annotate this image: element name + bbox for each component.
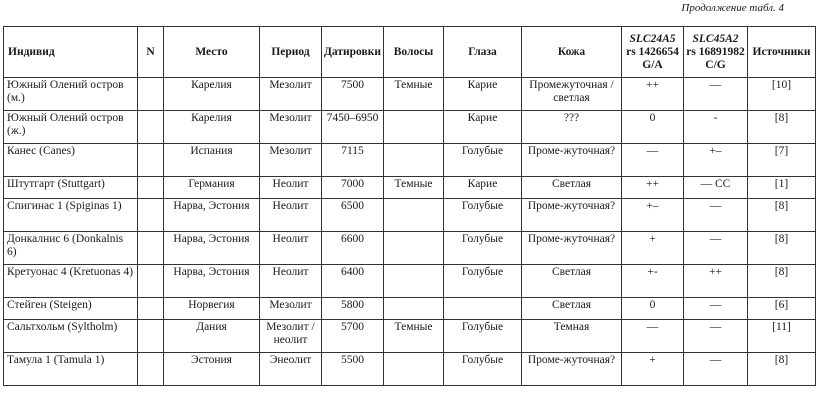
cell-skin: Проме-жуточная?: [522, 144, 622, 177]
cell-slc24a5: ++: [622, 177, 684, 199]
header-slc24a5-gene: SLC24A5: [629, 32, 676, 45]
cell-individual: Стейген (Steigen): [4, 298, 138, 320]
cell-place: Нарва, Эстония: [164, 199, 260, 232]
cell-source: [8]: [748, 111, 816, 144]
header-slc45a2-gene: SLC45A2: [692, 32, 739, 45]
cell-skin: Проме-жуточная?: [522, 353, 622, 386]
table-row: [4, 232, 816, 265]
cell-slc24a5: ––: [622, 320, 684, 353]
cell-n: [138, 232, 164, 265]
cell-dating: 5700: [322, 320, 384, 353]
cell-period: Неолит: [260, 177, 322, 199]
header-eyes: Глаза: [444, 27, 522, 78]
table-row: [4, 320, 816, 353]
cell-hair: [384, 265, 444, 298]
header-n: N: [138, 27, 164, 78]
data-table: [3, 26, 816, 386]
cell-period: Мезолит: [260, 298, 322, 320]
cell-source: [8]: [748, 199, 816, 232]
cell-hair: Темные: [384, 177, 444, 199]
cell-eyes: Голубые: [444, 320, 522, 353]
header-slc24a5-rs: rs 1426654: [626, 45, 679, 58]
header-skin: Кожа: [522, 27, 622, 78]
header-slc24a5: [622, 27, 684, 78]
cell-place: Испания: [164, 144, 260, 177]
cell-individual: Канес (Canes): [4, 144, 138, 177]
cell-period: Мезолит: [260, 144, 322, 177]
cell-eyes: Карие: [444, 111, 522, 144]
cell-skin: Промежуточная / светлая: [522, 78, 622, 111]
cell-hair: [384, 199, 444, 232]
cell-eyes: Голубые: [444, 353, 522, 386]
cell-n: [138, 298, 164, 320]
header-sources: Источники: [748, 27, 816, 78]
cell-individual: Южный Олений остров (м.): [4, 78, 138, 111]
cell-slc24a5: 0: [622, 298, 684, 320]
cell-period: Мезолит: [260, 111, 322, 144]
cell-eyes: [444, 298, 522, 320]
cell-skin: Светлая: [522, 298, 622, 320]
cell-slc45a2: ––: [684, 320, 748, 353]
table-row: [4, 353, 816, 386]
cell-slc45a2: –– CC: [684, 177, 748, 199]
cell-source: [11]: [748, 320, 816, 353]
cell-slc24a5: +: [622, 232, 684, 265]
cell-source: [6]: [748, 298, 816, 320]
cell-eyes: Голубые: [444, 144, 522, 177]
cell-place: Карелия: [164, 78, 260, 111]
cell-period: Неолит: [260, 232, 322, 265]
cell-skin: Проме-жуточная?: [522, 199, 622, 232]
cell-source: [8]: [748, 353, 816, 386]
cell-dating: 6600: [322, 232, 384, 265]
cell-slc24a5: +: [622, 353, 684, 386]
cell-eyes: Голубые: [444, 232, 522, 265]
cell-skin: Темная: [522, 320, 622, 353]
cell-dating: 5500: [322, 353, 384, 386]
table-row: [4, 177, 816, 199]
cell-n: [138, 144, 164, 177]
cell-period: Неолит: [260, 199, 322, 232]
cell-hair: Темные: [384, 320, 444, 353]
cell-n: [138, 265, 164, 298]
cell-eyes: Карие: [444, 177, 522, 199]
cell-hair: [384, 232, 444, 265]
table-row: [4, 144, 816, 177]
header-slc45a2-rs: rs 16891982: [686, 45, 745, 58]
cell-slc24a5: 0: [622, 111, 684, 144]
cell-individual: Кретуонас 4 (Kretuonas 4): [4, 265, 138, 298]
cell-dating: 6400: [322, 265, 384, 298]
cell-place: Нарва, Эстония: [164, 265, 260, 298]
header-slc45a2: [684, 27, 748, 78]
cell-slc45a2: ++: [684, 265, 748, 298]
cell-place: Германия: [164, 177, 260, 199]
cell-skin: ???: [522, 111, 622, 144]
cell-eyes: Карие: [444, 78, 522, 111]
cell-slc24a5: ––: [622, 144, 684, 177]
cell-place: Эстония: [164, 353, 260, 386]
cell-hair: [384, 298, 444, 320]
cell-slc24a5: ++: [622, 78, 684, 111]
header-place: Место: [164, 27, 260, 78]
cell-n: [138, 177, 164, 199]
cell-period: Неолит: [260, 265, 322, 298]
table-row: [4, 78, 816, 111]
header-individual: Индивид: [4, 27, 138, 78]
cell-hair: [384, 111, 444, 144]
cell-place: Дания: [164, 320, 260, 353]
cell-source: [8]: [748, 232, 816, 265]
cell-period: Мезолит / неолит: [260, 320, 322, 353]
cell-individual: Штутгарт (Stuttgart): [4, 177, 138, 199]
cell-slc45a2: ––: [684, 78, 748, 111]
cell-source: [7]: [748, 144, 816, 177]
header-hair: Волосы: [384, 27, 444, 78]
cell-place: Нарва, Эстония: [164, 232, 260, 265]
cell-hair: [384, 144, 444, 177]
cell-skin: Светлая: [522, 265, 622, 298]
cell-skin: Светлая: [522, 177, 622, 199]
cell-n: [138, 353, 164, 386]
cell-slc45a2: -: [684, 111, 748, 144]
table-row: [4, 298, 816, 320]
cell-eyes: Голубые: [444, 199, 522, 232]
cell-skin: Проме-жуточная?: [522, 232, 622, 265]
cell-place: Норвегия: [164, 298, 260, 320]
cell-eyes: Голубые: [444, 265, 522, 298]
table-row: [4, 199, 816, 232]
cell-n: [138, 320, 164, 353]
cell-slc24a5: +–: [622, 199, 684, 232]
cell-period: Мезолит: [260, 78, 322, 111]
cell-n: [138, 78, 164, 111]
cell-hair: Темные: [384, 78, 444, 111]
cell-individual: Донкалнис 6 (Donkalnis 6): [4, 232, 138, 265]
table-caption: Продолжение табл. 4: [681, 2, 784, 14]
cell-slc24a5: +-: [622, 265, 684, 298]
table-row: [4, 111, 816, 144]
cell-source: [8]: [748, 265, 816, 298]
cell-period: Энеолит: [260, 353, 322, 386]
cell-individual: Спигинас 1 (Spiginas 1): [4, 199, 138, 232]
cell-place: Карелия: [164, 111, 260, 144]
table-row: [4, 265, 816, 298]
cell-n: [138, 199, 164, 232]
cell-dating: 7500: [322, 78, 384, 111]
header-dating: Датировки: [322, 27, 384, 78]
cell-dating: 7000: [322, 177, 384, 199]
cell-slc45a2: +–: [684, 144, 748, 177]
cell-slc45a2: ––: [684, 232, 748, 265]
header-row: [4, 27, 816, 78]
header-period: Период: [260, 27, 322, 78]
cell-dating: 6500: [322, 199, 384, 232]
cell-source: [10]: [748, 78, 816, 111]
cell-hair: [384, 353, 444, 386]
cell-individual: Южный Олений остров (ж.): [4, 111, 138, 144]
cell-slc45a2: ––: [684, 199, 748, 232]
cell-dating: 7450–6950: [322, 111, 384, 144]
cell-dating: 7115: [322, 144, 384, 177]
cell-source: [1]: [748, 177, 816, 199]
cell-slc45a2: ––: [684, 298, 748, 320]
header-slc24a5-alleles: G/A: [642, 58, 663, 71]
cell-slc45a2: ––: [684, 353, 748, 386]
cell-dating: 5800: [322, 298, 384, 320]
header-slc45a2-alleles: C/G: [705, 58, 726, 71]
cell-n: [138, 111, 164, 144]
cell-individual: Сальтхольм (Syltholm): [4, 320, 138, 353]
cell-individual: Тамула 1 (Tamula 1): [4, 353, 138, 386]
